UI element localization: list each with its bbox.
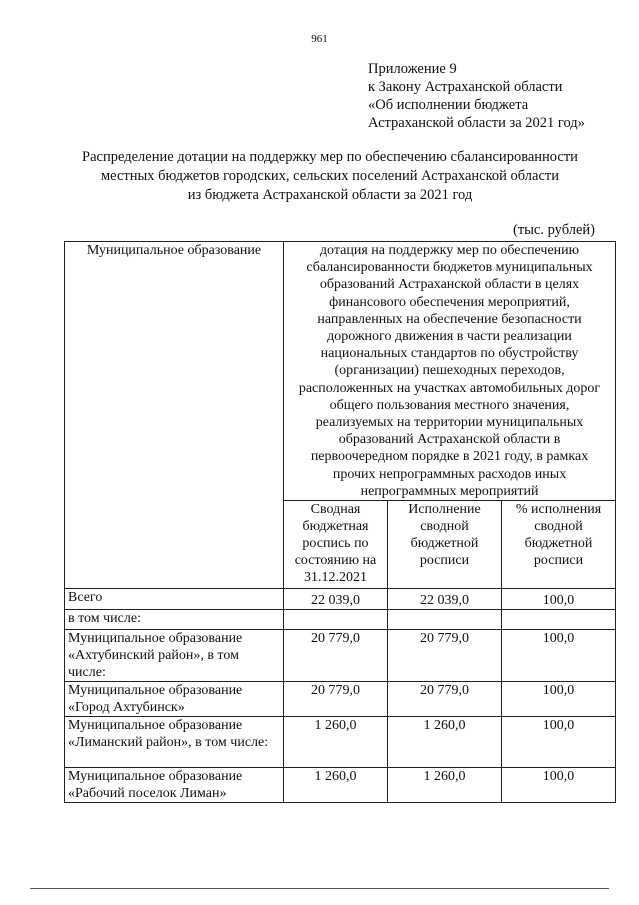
row-percent: 100,0	[502, 768, 616, 803]
title-line: из бюджета Астраханской области за 2021 год	[187, 187, 473, 203]
page-bottom-rule	[30, 888, 609, 889]
header-group-line: направленных на обеспечение безопасности	[317, 311, 582, 327]
header-group-line: образований Астраханской области в целях	[319, 277, 580, 293]
row-execution: 1 260,0	[388, 768, 502, 803]
header-group-line: (организации) пешеходных переходов,	[334, 363, 565, 379]
header-group-line: дорожного движения в части реализации	[327, 329, 572, 345]
row-plan	[284, 610, 388, 630]
table-row	[65, 610, 616, 630]
budget-table	[64, 241, 616, 803]
header-execution: Исполнение сводной бюджетной росписи	[388, 501, 502, 589]
row-plan: 1 260,0	[284, 717, 388, 768]
row-name: Муниципальное образование «Ахтубинский район», в том числе:	[65, 630, 284, 682]
header-municipality: Муниципальное образование	[65, 242, 284, 589]
row-execution	[388, 610, 502, 630]
header-group-line: общего пользования местного значения,	[329, 397, 570, 413]
header-subsidy-description	[284, 242, 616, 501]
header-group-line: первоочередном порядке в 2021 году, в рамках	[310, 449, 589, 465]
row-execution: 20 779,0	[388, 630, 502, 682]
title-line: местных бюджетов городских, сельских поселений Астраханской области	[101, 168, 559, 184]
row-percent: 100,0	[502, 630, 616, 682]
header-group-line: национальных стандартов по обустройству	[320, 346, 579, 362]
table-row	[65, 768, 616, 803]
units-note: (тыс. рублей)	[513, 222, 595, 238]
row-name: Муниципальное образование «Город Ахтубинск»	[65, 682, 284, 717]
appendix-line: «Об исполнении бюджета	[368, 97, 529, 113]
header-group-line: образований Астраханской области в	[338, 432, 561, 448]
table-row	[65, 717, 616, 768]
header-group-line: непрограммных мероприятий	[360, 483, 539, 499]
appendix-reference	[368, 60, 585, 132]
row-plan: 20 779,0	[284, 630, 388, 682]
header-group-line: финансового обеспечения мероприятий,	[329, 294, 570, 310]
row-execution: 20 779,0	[388, 682, 502, 717]
table-row	[65, 589, 616, 610]
appendix-line: Приложение 9	[368, 61, 457, 77]
row-execution: 1 260,0	[388, 717, 502, 768]
header-group-line: сбалансированности бюджетов муниципальных	[306, 260, 593, 276]
header-group-line: реализуемых на территории муниципальных	[315, 415, 584, 431]
row-percent: 100,0	[502, 589, 616, 610]
table-header-row	[65, 242, 616, 501]
page-number: 961	[311, 33, 328, 45]
row-plan: 22 039,0	[284, 589, 388, 610]
row-name: Всего	[65, 589, 284, 610]
appendix-line: к Закону Астраханской области	[368, 79, 563, 95]
header-plan: Сводная бюджетная роспись по состоянию на 31.12.2021	[284, 501, 388, 589]
header-group-line: дотация на поддержку мер по обеспечению	[319, 243, 580, 258]
appendix-line: Астраханской области за 2021 год»	[368, 115, 585, 131]
document-title	[40, 148, 620, 205]
row-execution: 22 039,0	[388, 589, 502, 610]
row-percent: 100,0	[502, 717, 616, 768]
table-row	[65, 682, 616, 717]
header-group-line: прочих непрограммных расходов иных	[332, 466, 567, 482]
row-name: Муниципальное образование «Лиманский район», в том числе:	[65, 717, 284, 768]
header-percent: % исполнения сводной бюджетной росписи	[502, 501, 616, 589]
row-plan: 20 779,0	[284, 682, 388, 717]
table-row	[65, 630, 616, 682]
row-plan: 1 260,0	[284, 768, 388, 803]
header-group-line: расположенных на участках автомобильных дорог	[298, 380, 601, 396]
row-percent: 100,0	[502, 682, 616, 717]
row-name: в том числе:	[65, 610, 284, 630]
title-line: Распределение дотации на поддержку мер по обеспечению сбалансированности	[82, 149, 578, 165]
row-name: Муниципальное образование «Рабочий поселок Лиман»	[65, 768, 284, 803]
row-percent	[502, 610, 616, 630]
